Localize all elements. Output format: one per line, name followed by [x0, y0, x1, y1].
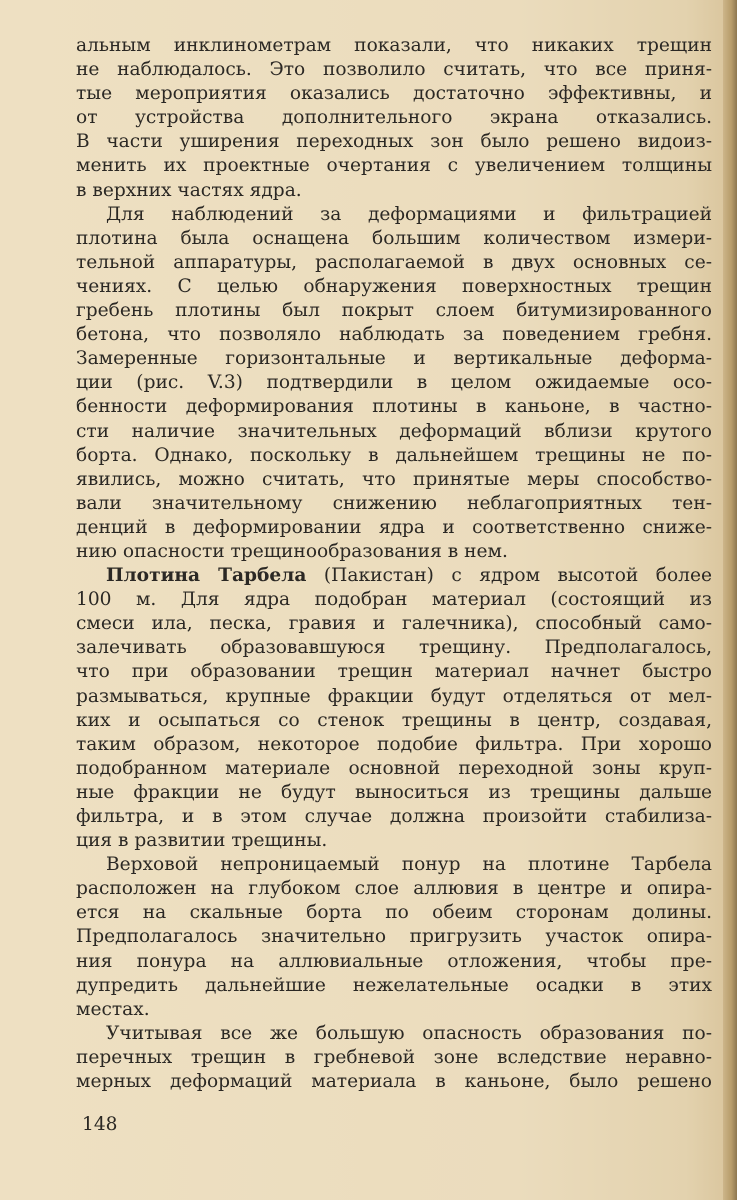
- text-line: 100 м. Для ядра подобран материал (состоящий из: [76, 589, 712, 611]
- paragraph-4: [76, 853, 712, 1022]
- text-line: не наблюдалось. Это позволило считать, что все приня-: [76, 59, 712, 81]
- paragraph-5: [76, 1022, 712, 1094]
- text-line: фильтра, и в этом случае должна произойти стабилиза-: [76, 806, 712, 827]
- text-line: в верхних частях ядра.: [76, 179, 302, 201]
- dam-name-heading: Плотина Тарбела: [106, 565, 307, 587]
- text-line: ции (рис. V.3) подтвердили в целом ожидаемые осо-: [76, 372, 712, 394]
- page-number: 148: [82, 1114, 118, 1135]
- text-line: ция в развитии трещины.: [76, 830, 328, 852]
- text-line: денций в деформировании ядра и соответственно сниже-: [76, 516, 712, 538]
- text-line: ные фракции не будут выноситься из трещины дальше: [76, 781, 712, 803]
- text-line: тые мероприятия оказались достаточно эффективны, и: [76, 83, 712, 105]
- text-line: дупредить дальнейшие нежелательные осадки в этих: [76, 974, 712, 996]
- text-line: нию опасности трещинообразования в нем.: [76, 540, 508, 562]
- text-line: от устройства дополнительного экрана отказались.: [76, 107, 712, 129]
- text-line: Для наблюдений за деформациями и фильтрацией: [106, 203, 712, 225]
- text-line: ется на скальные борта по обеим сторонам долины.: [76, 902, 712, 924]
- text-line: местах.: [76, 998, 150, 1020]
- text-line: сти наличие значительных деформаций вблизи крутого: [76, 420, 712, 442]
- text-line: вали значительному снижению неблагоприятных тен-: [76, 492, 712, 514]
- text-line: плотина была оснащена большим количеством измери-: [76, 227, 712, 249]
- text-line: альным инклинометрам показали, что никаких трещин: [76, 35, 712, 56]
- text-line: менить их проектные очертания с увеличением толщины: [76, 155, 712, 177]
- text-line: мерных деформаций материала в каньоне, было решено: [76, 1071, 712, 1093]
- page-edge-shadow: [723, 0, 737, 1200]
- text-line: бетона, что позволяло наблюдать за поведением гребня.: [76, 324, 712, 346]
- text-line: Учитывая все же большую опасность образования по-: [106, 1022, 712, 1044]
- text-line: бенности деформирования плотины в каньоне, в частно-: [76, 396, 712, 418]
- text-line: тельной аппаратуры, располагаемой в двух основных се-: [76, 251, 712, 273]
- text-run: (Пакистан) с ядром высотой более: [306, 565, 712, 587]
- text-line: борта. Однако, поскольку в дальнейшем трещины не по-: [76, 444, 712, 466]
- text-line: смеси ила, песка, гравия и галечника), способный само-: [76, 613, 712, 635]
- text-line: таким образом, некоторое подобие фильтра. При хорошо: [76, 733, 712, 755]
- text-line: расположен на глубоком слое аллювия в центре и опира-: [76, 878, 712, 900]
- body-text: [76, 34, 712, 1094]
- text-line: Замеренные горизонтальные и вертикальные деформа-: [76, 348, 712, 370]
- text-line: ких и осыпаться со стенок трещины в центр, создавая,: [76, 709, 712, 731]
- paragraph-1: [76, 34, 712, 203]
- text-line: подобранном материале основной переходной зоны круп-: [76, 757, 712, 779]
- text-line: ния понура на аллювиальные отложения, чтобы пре-: [76, 950, 712, 972]
- text-line: Верховой непроницаемый понур на плотине Тарбела: [106, 854, 712, 876]
- text-line: В части уширения переходных зон было решено видоиз-: [76, 131, 712, 153]
- paragraph-2: [76, 203, 712, 564]
- text-line: явились, можно считать, что принятые меры способство-: [76, 468, 712, 490]
- paragraph-3: [76, 564, 712, 853]
- text-line: размываться, крупные фракции будут отделяться от мел-: [76, 685, 712, 707]
- text-line: гребень плотины был покрыт слоем битумизированного: [76, 300, 712, 322]
- text-line: залечивать образовавшуюся трещину. Предполагалось,: [76, 637, 712, 659]
- text-line: [76, 564, 712, 588]
- text-line: перечных трещин в гребневой зоне вследствие неравно-: [76, 1046, 712, 1068]
- text-line: Предполагалось значительно пригрузить участок опира-: [76, 926, 712, 948]
- text-line: чениях. С целью обнаружения поверхностных трещин: [76, 275, 712, 297]
- text-line: что при образовании трещин материал начнет быстро: [76, 661, 712, 683]
